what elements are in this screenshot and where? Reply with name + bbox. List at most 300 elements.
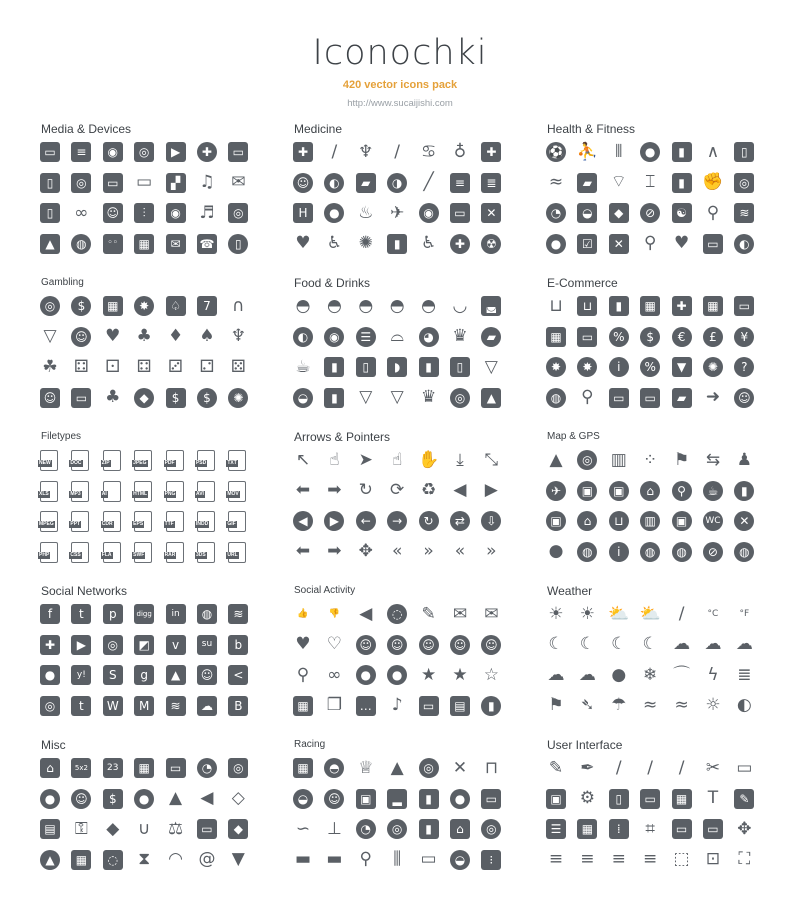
sushi-roll-icon: ◐	[293, 327, 313, 347]
icon-cell	[134, 635, 165, 666]
sms-icon: ✉	[166, 234, 186, 254]
new-badge-icon: ✸	[577, 357, 597, 377]
spade-suit-icon: ♠	[199, 326, 215, 346]
gas-station-icon: ▮	[734, 481, 754, 501]
icon-cell	[419, 481, 450, 512]
browser-window-icon: ▭	[228, 142, 248, 162]
lastfm-icon: ◎	[103, 635, 123, 655]
cloud-icon: ☁	[197, 696, 217, 716]
icon-cell	[546, 635, 577, 666]
icon-cell	[609, 481, 640, 512]
icon-cell	[166, 173, 197, 204]
feather-icon: /	[615, 757, 622, 778]
circle-left-icon: ◀	[293, 511, 313, 531]
icon-cell	[450, 327, 481, 358]
mpeg-file-icon: MPEG	[40, 511, 58, 532]
icon-cell	[546, 850, 577, 881]
checkered-flag-icon: ▦	[293, 758, 313, 778]
icon-cell	[546, 296, 577, 327]
icon-cell	[197, 203, 228, 234]
icon-cell	[324, 327, 355, 358]
icon-cell	[71, 542, 102, 573]
icon-cell	[324, 234, 355, 265]
icon-grid	[546, 758, 780, 880]
icon-cell	[672, 481, 703, 512]
clapperboard-icon: ▞	[166, 173, 186, 193]
icon-cell	[387, 789, 418, 820]
ipod-icon: ◎	[71, 173, 91, 193]
wheelchair-icon: ♿	[420, 233, 437, 253]
icon-cell	[577, 234, 608, 265]
icon-cell	[197, 357, 228, 388]
icon-cell	[577, 173, 608, 204]
icon-cell	[324, 481, 355, 512]
justice-scale-icon: ⚖	[167, 818, 184, 839]
icon-cell	[546, 665, 577, 696]
icon-cell	[324, 357, 355, 388]
icon-cell	[103, 789, 134, 820]
double-chevron-left-icon: «	[454, 541, 466, 561]
icon-cell	[166, 234, 197, 265]
swimmer-icon: ≈	[548, 172, 564, 192]
tire-icon: ◎	[419, 758, 439, 778]
burger-icon: ☰	[356, 327, 376, 347]
icon-cell	[481, 665, 512, 696]
raindrop-icon: ●	[611, 664, 627, 685]
nodes-icon: ⊡	[705, 849, 721, 869]
icon-cell	[419, 327, 450, 358]
icon-cell	[40, 357, 71, 388]
wc-icon: WC	[703, 511, 723, 531]
linkedin-icon: in	[166, 604, 186, 624]
icon-cell	[703, 357, 734, 388]
icon-cell	[103, 357, 134, 388]
dice-five-icon: ⚄	[230, 356, 246, 377]
shopping-cart-icon: ⊔	[549, 295, 563, 316]
circle-arrow-right-icon: →	[387, 511, 407, 531]
align-center-icon: ≡	[580, 849, 595, 869]
icon-cell	[293, 142, 324, 173]
icon-cell	[134, 758, 165, 789]
icon-cell	[103, 327, 134, 358]
timer-icon: ◔	[356, 819, 376, 839]
speaker-icon: ◎	[228, 203, 248, 223]
icon-cell	[134, 450, 165, 481]
discount-icon: %	[640, 357, 660, 377]
road-icon: ⫼	[393, 849, 402, 869]
icon-cell	[577, 481, 608, 512]
bell-icon: ▲	[40, 850, 60, 870]
credit-cards-icon: ▭	[577, 327, 597, 347]
location-globe-icon: ◍	[577, 542, 597, 562]
move-arrows-icon: ✥	[737, 818, 752, 839]
wordpress-icon: W	[103, 696, 123, 716]
icon-grid	[546, 604, 780, 726]
icon-cell	[419, 142, 450, 173]
icon-section	[546, 276, 780, 430]
icon-section	[546, 122, 780, 276]
section-title: Social Activity	[294, 585, 356, 596]
envelope-icon: ✉	[452, 603, 468, 624]
save-icon: ▣	[546, 789, 566, 809]
icon-cell	[166, 819, 197, 850]
no-fast-food-icon: ✕	[609, 234, 629, 254]
icon-cell	[166, 665, 197, 696]
gif-file-icon: GIF	[228, 511, 246, 532]
icon-cell	[734, 142, 765, 173]
toothbrush-icon: /	[331, 141, 338, 162]
protein-icon: ▮	[672, 173, 692, 193]
pen-nib-icon: ✒	[580, 757, 595, 778]
section-title: Misc	[41, 738, 66, 752]
section-title: Arrows & Pointers	[294, 430, 391, 444]
heart-icon: ♥	[295, 634, 311, 654]
icon-cell	[166, 203, 197, 234]
sync-icon: ⟳	[390, 480, 405, 500]
icon-cell	[609, 542, 640, 573]
icon-cell	[293, 234, 324, 265]
calculator-icon: ▦	[703, 296, 723, 316]
snow-cloud-icon: ☁	[578, 664, 596, 685]
vimeo-icon: v	[166, 635, 186, 655]
url-file-icon: URL	[228, 542, 246, 563]
eyedropper-icon: /	[678, 757, 685, 778]
icon-cell	[166, 604, 197, 635]
heat-fahrenheit-icon: ≈	[674, 695, 689, 715]
icon-cell	[134, 234, 165, 265]
icon-cell	[577, 327, 608, 358]
dice-four-b-icon: ⚃	[136, 356, 152, 377]
icon-cell	[356, 665, 387, 696]
section-title: Social Networks	[41, 584, 128, 598]
photo-camera-icon: ◎	[134, 142, 154, 162]
skype-icon: S	[103, 665, 123, 685]
icon-cell	[293, 696, 324, 727]
icon-cell	[71, 696, 102, 727]
coffee-cup-icon: ☕	[295, 356, 311, 377]
icon-cell	[703, 635, 734, 666]
trophy-icon: ♕	[358, 757, 374, 778]
icon-cell	[640, 296, 671, 327]
icon-cell	[546, 758, 577, 789]
icon-cell	[103, 850, 134, 881]
icon-cell	[324, 665, 355, 696]
icon-cell	[703, 327, 734, 358]
icon-cell	[40, 203, 71, 234]
racing-helmet-icon: ◓	[324, 758, 344, 778]
icon-cell	[609, 696, 640, 727]
club-suit-icon: ♣	[136, 326, 152, 346]
shopping-basket-icon: ⊔	[577, 296, 597, 316]
icon-cell	[419, 450, 450, 481]
globe-icon: ◍	[71, 234, 91, 254]
icon-cell	[197, 850, 228, 881]
icon-cell	[672, 203, 703, 234]
mp3-file-icon: MP3	[71, 481, 89, 502]
icon-cell	[703, 665, 734, 696]
avi-file-icon: AVI	[197, 481, 215, 502]
icon-cell	[166, 758, 197, 789]
search-icon: ⚲	[581, 387, 594, 407]
fried-egg-icon: ◉	[324, 327, 344, 347]
wine-bottle-icon: ▮	[419, 357, 439, 377]
presentation-icon: ▭	[197, 819, 217, 839]
brush-icon: /	[647, 757, 654, 778]
indd-file-icon: INDD	[197, 511, 215, 532]
icon-cell	[166, 388, 197, 419]
yen-icon: ¥	[734, 327, 754, 347]
wrench-tools-icon: ✕	[452, 757, 468, 778]
icon-cell	[450, 173, 481, 204]
psd-file-icon: PSD	[197, 450, 215, 471]
icon-cell	[703, 450, 734, 481]
icon-cell	[640, 203, 671, 234]
icon-cell	[103, 203, 134, 234]
icon-cell	[197, 450, 228, 481]
cash-register-icon: ▦	[640, 296, 660, 316]
triangle-left-icon: ◀	[453, 480, 467, 500]
icon-cell	[450, 481, 481, 512]
icon-cell	[481, 481, 512, 512]
icon-cell	[640, 635, 671, 666]
oil-can-icon: ▮	[419, 819, 439, 839]
icon-cell	[703, 388, 734, 419]
icon-cell	[197, 511, 228, 542]
mouse-icon: ▯	[228, 234, 248, 254]
icon-cell	[356, 142, 387, 173]
icon-cell	[387, 635, 418, 666]
icon-cell	[228, 296, 259, 327]
refresh-icon: ↻	[358, 480, 373, 500]
icon-cell	[640, 511, 671, 542]
location-pin-icon: ●	[356, 665, 376, 685]
icon-cell	[546, 173, 577, 204]
icon-cell	[640, 789, 671, 820]
cash-icon: $	[103, 789, 123, 809]
icon-cell	[356, 173, 387, 204]
sale-badge-icon: ✺	[703, 357, 723, 377]
ttf-file-icon: TTF	[166, 511, 184, 532]
key-icon: ⚿	[74, 818, 88, 839]
triangle-right-icon: ▶	[484, 480, 498, 500]
icon-cell	[71, 635, 102, 666]
icon-cell	[609, 234, 640, 265]
medal-icon: ●	[450, 789, 470, 809]
icon-cell	[197, 173, 228, 204]
pharmacy-icon: ✚	[450, 234, 470, 254]
garage-icon: ⌂	[450, 819, 470, 839]
mov-file-icon: MOV	[228, 481, 246, 502]
dumbbell-icon: ⦀	[615, 141, 623, 162]
dice-three-icon: ⚂	[168, 356, 183, 377]
align-left-icon: ≡	[548, 849, 564, 869]
necktie-icon: ▼	[231, 849, 245, 869]
hourglass-icon: ⧗	[138, 849, 151, 869]
icon-cell	[450, 789, 481, 820]
cooking-pot-icon: ◛	[481, 296, 501, 316]
icon-cell	[419, 357, 450, 388]
support-agent-icon: ☺	[734, 388, 754, 408]
icon-cell	[734, 203, 765, 234]
icon-cell	[197, 388, 228, 419]
treadmill-icon: ⛹	[576, 141, 598, 162]
picture-icon: ▲	[40, 234, 60, 254]
fahrenheit-icon: °F	[739, 608, 750, 619]
hips-icon: ⌶	[645, 172, 656, 192]
train-icon: ▣	[609, 481, 629, 501]
icon-grid	[293, 142, 546, 264]
icon-cell	[71, 203, 102, 234]
payment-hand-icon: ▰	[672, 388, 692, 408]
ambulance-icon: ✚	[481, 142, 501, 162]
icon-cell	[640, 388, 671, 419]
section-title: Food & Drinks	[294, 276, 371, 290]
croupier-icon: ☺	[71, 327, 91, 347]
icon-cell	[324, 511, 355, 542]
section-title: Weather	[547, 584, 593, 598]
html-file-icon: HTML	[134, 481, 152, 502]
icon-cell	[40, 511, 71, 542]
icon-cell	[672, 604, 703, 635]
beer-mug-icon: ▯	[356, 357, 376, 377]
icon-cell	[40, 665, 71, 696]
moon-cloud-icon: ☾	[579, 634, 596, 654]
instagram-icon: ◎	[40, 696, 60, 716]
icon-cell	[387, 481, 418, 512]
icon-cell	[293, 511, 324, 542]
icon-cell	[40, 481, 71, 512]
medical-chart-icon: ≡	[450, 173, 470, 193]
icon-cell	[103, 542, 134, 573]
icon-cell	[734, 758, 765, 789]
icon-cell	[703, 142, 734, 173]
gamepad-icon: ✚	[197, 142, 217, 162]
no-location-icon: ⊘	[703, 542, 723, 562]
icon-cell	[103, 635, 134, 666]
icon-cell	[387, 173, 418, 204]
star-half-icon: ★	[452, 664, 468, 685]
icon-cell	[40, 635, 71, 666]
icon-cell	[481, 327, 512, 358]
icon-cell	[640, 450, 671, 481]
icon-cell	[609, 388, 640, 419]
icon-cell	[672, 789, 703, 820]
icon-cell	[672, 819, 703, 850]
icon-cell	[356, 203, 387, 234]
section-title: Health & Fitness	[547, 122, 636, 136]
icon-cell	[481, 604, 512, 635]
chevrons-left-icon: «	[391, 541, 403, 561]
percent-tag-icon: %	[609, 327, 629, 347]
online-shop-icon: ▭	[609, 388, 629, 408]
lightning-icon: ϟ	[707, 664, 719, 685]
thermometer-weather-icon: /	[678, 603, 685, 624]
icon-cell	[356, 604, 387, 635]
icon-section	[546, 430, 780, 584]
dice-one-icon: ⚀	[105, 356, 121, 377]
cafe-icon: ☕	[703, 481, 723, 501]
sun-icon: ☀	[548, 603, 564, 624]
night-cloud-icon: ☾	[611, 634, 627, 654]
map-icon: ▥	[610, 449, 627, 470]
icon-cell	[546, 696, 577, 727]
gift-icon: ✚	[672, 296, 692, 316]
icon-cell	[103, 481, 134, 512]
helicopter-icon: ✈	[390, 202, 405, 223]
laptop-icon: ▭	[136, 172, 153, 192]
icon-cell	[228, 173, 259, 204]
icon-cell	[703, 296, 734, 327]
dice-two-icon: ⚁	[199, 356, 215, 377]
tumblr-icon: t	[71, 696, 91, 716]
flickr-icon: ●	[40, 665, 60, 685]
icon-cell	[356, 327, 387, 358]
icon-cell	[734, 511, 765, 542]
icon-cell	[703, 542, 734, 573]
icon-cell	[134, 296, 165, 327]
capsule-icon: ◑	[387, 173, 407, 193]
pill-icon: ◐	[324, 173, 344, 193]
icon-cell	[324, 819, 355, 850]
icon-cell	[103, 388, 134, 419]
icon-cell	[356, 511, 387, 542]
icon-cell	[293, 635, 324, 666]
icon-cell	[734, 635, 765, 666]
align-right-icon: ≡	[643, 849, 658, 869]
icon-cell	[134, 142, 165, 173]
equalizer-icon: ⫶	[134, 203, 154, 223]
icon-cell	[71, 327, 102, 358]
select-icon: ⬚	[673, 849, 690, 869]
icon-cell	[324, 635, 355, 666]
icon-cell	[640, 604, 671, 635]
stethoscope-icon: ♁	[453, 141, 467, 162]
calendar-icon: 23	[103, 758, 123, 778]
piggy-bank-icon: ●	[134, 789, 154, 809]
icon-section	[546, 738, 780, 892]
icon-cell	[640, 173, 671, 204]
icon-cell	[71, 819, 102, 850]
icon-cell	[640, 696, 671, 727]
section-title: Media & Devices	[41, 122, 132, 136]
icon-grid	[293, 604, 546, 726]
portrait-icon: ☺	[103, 203, 123, 223]
wine-glass-icon: ▽	[390, 387, 404, 407]
icon-cell	[387, 296, 418, 327]
icon-cell	[40, 696, 71, 727]
image-frame-icon: ▦	[672, 789, 692, 809]
body-icon: ⌔	[610, 172, 627, 192]
icon-cell	[228, 758, 259, 789]
icon-cell	[703, 850, 734, 881]
png-file-icon: PNG	[166, 481, 184, 502]
magnet-icon: ∪	[137, 818, 151, 839]
gear-shift-icon: ⊥	[326, 818, 342, 839]
heat-celsius-icon: ≈	[643, 695, 658, 715]
icon-cell	[134, 604, 165, 635]
icon-cell	[197, 481, 228, 512]
thermometer-icon: /	[394, 141, 401, 162]
icon-cell	[324, 850, 355, 881]
icon-cell	[546, 450, 577, 481]
icon-cell	[577, 604, 608, 635]
icon-cell	[450, 542, 481, 573]
icon-cell	[546, 357, 577, 388]
race-car-front-icon: ▭	[481, 789, 501, 809]
icon-cell	[609, 511, 640, 542]
icon-cell	[293, 173, 324, 204]
icon-cell	[703, 234, 734, 265]
